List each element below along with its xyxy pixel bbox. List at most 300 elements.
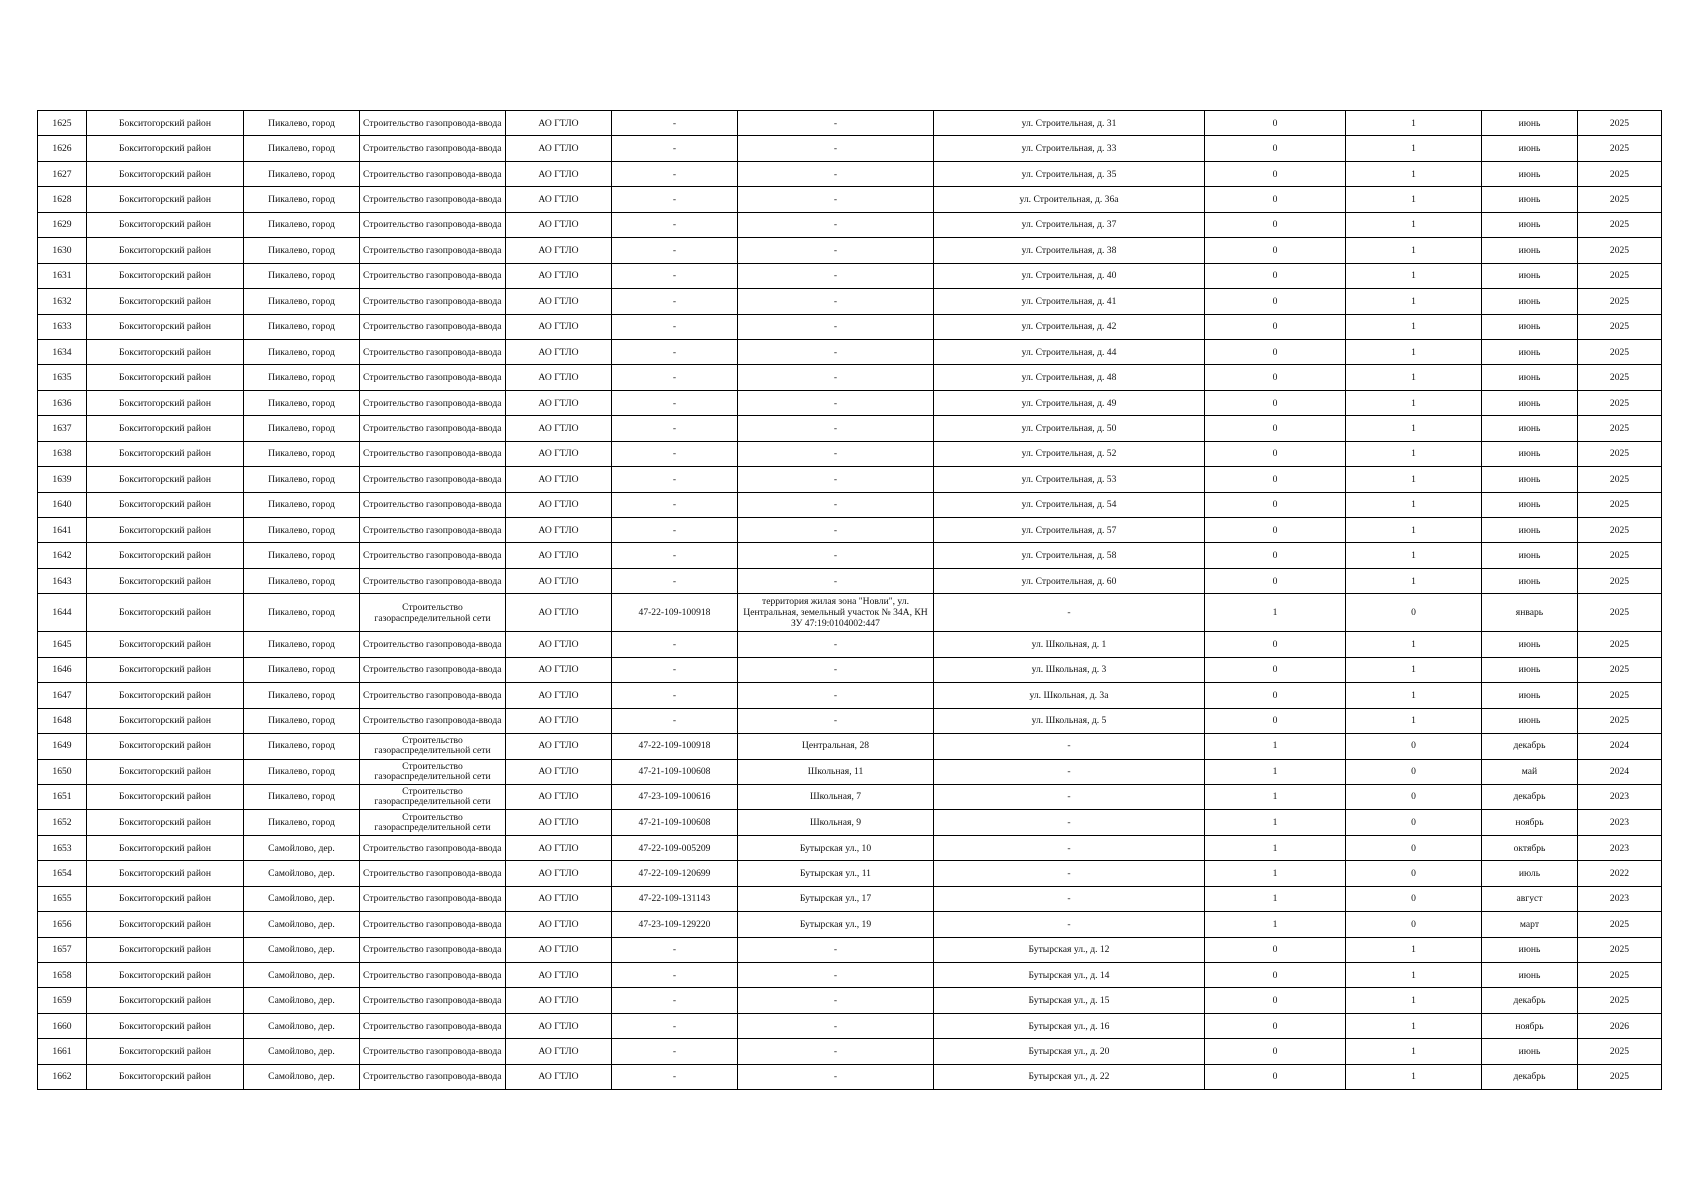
network-count-cell: 0 xyxy=(1205,543,1346,568)
month-cell: май xyxy=(1482,759,1578,784)
row-number-cell: 1654 xyxy=(38,861,87,886)
network-count-cell: 0 xyxy=(1205,289,1346,314)
inlet-count-cell: 1 xyxy=(1346,238,1482,263)
network-count-cell: 0 xyxy=(1205,187,1346,212)
locality-cell: Самойлово, дер. xyxy=(244,1013,360,1038)
month-cell: июнь xyxy=(1482,543,1578,568)
district-cell: Бокситогорский район xyxy=(87,390,244,415)
organization-cell: АО ГТЛО xyxy=(506,568,612,593)
work-type-cell: Строительство газопровода-ввода xyxy=(360,467,506,492)
application-number-cell: - xyxy=(612,708,738,733)
network-count-cell: 0 xyxy=(1205,467,1346,492)
table-row xyxy=(38,518,1662,543)
house-address-cell: ул. Строительная, д. 53 xyxy=(934,467,1205,492)
inlet-count-cell: 0 xyxy=(1346,784,1482,809)
district-cell: Бокситогорский район xyxy=(87,161,244,186)
month-cell: июнь xyxy=(1482,963,1578,988)
application-number-cell: - xyxy=(612,441,738,466)
object-address-cell: - xyxy=(738,390,934,415)
year-cell: 2023 xyxy=(1578,784,1662,809)
object-address-cell: - xyxy=(738,467,934,492)
year-cell: 2025 xyxy=(1578,683,1662,708)
row-number-cell: 1639 xyxy=(38,467,87,492)
table-row xyxy=(38,632,1662,657)
district-cell: Бокситогорский район xyxy=(87,759,244,784)
application-number-cell: - xyxy=(612,390,738,415)
application-number-cell: 47-22-109-100918 xyxy=(612,734,738,759)
organization-cell: АО ГТЛО xyxy=(506,339,612,364)
house-address-cell: ул. Школьная, д. 1 xyxy=(934,632,1205,657)
object-address-cell: Центральная, 28 xyxy=(738,734,934,759)
organization-cell: АО ГТЛО xyxy=(506,238,612,263)
row-number-cell: 1629 xyxy=(38,212,87,237)
work-type-cell: Строительство газопровода-ввода xyxy=(360,886,506,911)
house-address-cell: ул. Строительная, д. 50 xyxy=(934,416,1205,441)
table-row xyxy=(38,912,1662,937)
month-cell: июнь xyxy=(1482,263,1578,288)
table-row xyxy=(38,594,1662,632)
year-cell: 2025 xyxy=(1578,136,1662,161)
organization-cell: АО ГТЛО xyxy=(506,390,612,415)
object-address-cell: - xyxy=(738,492,934,517)
house-address-cell: ул. Школьная, д. 3а xyxy=(934,683,1205,708)
network-count-cell: 0 xyxy=(1205,492,1346,517)
organization-cell: АО ГТЛО xyxy=(506,734,612,759)
object-address-cell: - xyxy=(738,988,934,1013)
object-address-cell: - xyxy=(738,1064,934,1089)
inlet-count-cell: 1 xyxy=(1346,963,1482,988)
organization-cell: АО ГТЛО xyxy=(506,912,612,937)
organization-cell: АО ГТЛО xyxy=(506,492,612,517)
table-row xyxy=(38,988,1662,1013)
network-count-cell: 0 xyxy=(1205,937,1346,962)
row-number-cell: 1632 xyxy=(38,289,87,314)
house-address-cell: Бутырская ул., д. 12 xyxy=(934,937,1205,962)
house-address-cell: - xyxy=(934,810,1205,835)
district-cell: Бокситогорский район xyxy=(87,441,244,466)
table-row xyxy=(38,187,1662,212)
row-number-cell: 1660 xyxy=(38,1013,87,1038)
district-cell: Бокситогорский район xyxy=(87,886,244,911)
district-cell: Бокситогорский район xyxy=(87,632,244,657)
year-cell: 2025 xyxy=(1578,416,1662,441)
month-cell: июнь xyxy=(1482,289,1578,314)
object-address-cell: - xyxy=(738,1013,934,1038)
district-cell: Бокситогорский район xyxy=(87,734,244,759)
month-cell: июнь xyxy=(1482,416,1578,441)
row-number-cell: 1637 xyxy=(38,416,87,441)
table-row xyxy=(38,111,1662,136)
inlet-count-cell: 1 xyxy=(1346,708,1482,733)
row-number-cell: 1652 xyxy=(38,810,87,835)
work-type-cell: Строительство газопровода-ввода xyxy=(360,937,506,962)
object-address-cell: - xyxy=(738,136,934,161)
row-number-cell: 1631 xyxy=(38,263,87,288)
district-cell: Бокситогорский район xyxy=(87,988,244,1013)
network-count-cell: 0 xyxy=(1205,111,1346,136)
house-address-cell: - xyxy=(934,886,1205,911)
locality-cell: Пикалево, город xyxy=(244,568,360,593)
organization-cell: АО ГТЛО xyxy=(506,212,612,237)
object-address-cell: - xyxy=(738,187,934,212)
locality-cell: Самойлово, дер. xyxy=(244,861,360,886)
inlet-count-cell: 1 xyxy=(1346,212,1482,237)
table-row xyxy=(38,683,1662,708)
house-address-cell: ул. Строительная, д. 41 xyxy=(934,289,1205,314)
work-type-cell: Строительство газопровода-ввода xyxy=(360,861,506,886)
object-address-cell: территория жилая зона "Новли", ул. Центральная, земельный участок № 34А, КН ЗУ 47:19:0104002:447 xyxy=(738,594,934,632)
object-address-cell: - xyxy=(738,543,934,568)
table-row xyxy=(38,416,1662,441)
application-number-cell: - xyxy=(612,339,738,364)
house-address-cell: ул. Строительная, д. 52 xyxy=(934,441,1205,466)
work-type-cell: Строительство газопровода-ввода xyxy=(360,1039,506,1064)
network-count-cell: 1 xyxy=(1205,759,1346,784)
application-number-cell: - xyxy=(612,632,738,657)
organization-cell: АО ГТЛО xyxy=(506,657,612,682)
month-cell: июнь xyxy=(1482,365,1578,390)
district-cell: Бокситогорский район xyxy=(87,416,244,441)
organization-cell: АО ГТЛО xyxy=(506,886,612,911)
row-number-cell: 1658 xyxy=(38,963,87,988)
locality-cell: Пикалево, город xyxy=(244,390,360,415)
inlet-count-cell: 1 xyxy=(1346,441,1482,466)
object-address-cell: - xyxy=(738,289,934,314)
district-cell: Бокситогорский район xyxy=(87,365,244,390)
work-type-cell: Строительство газопровода-ввода xyxy=(360,187,506,212)
year-cell: 2025 xyxy=(1578,187,1662,212)
object-address-cell: - xyxy=(738,263,934,288)
house-address-cell: ул. Строительная, д. 60 xyxy=(934,568,1205,593)
inlet-count-cell: 0 xyxy=(1346,594,1482,632)
locality-cell: Самойлово, дер. xyxy=(244,886,360,911)
work-type-cell: Строительство газопровода-ввода xyxy=(360,212,506,237)
house-address-cell: ул. Строительная, д. 38 xyxy=(934,238,1205,263)
application-number-cell: - xyxy=(612,543,738,568)
locality-cell: Самойлово, дер. xyxy=(244,912,360,937)
table-row xyxy=(38,161,1662,186)
house-address-cell: ул. Строительная, д. 35 xyxy=(934,161,1205,186)
object-address-cell: - xyxy=(738,1039,934,1064)
month-cell: июнь xyxy=(1482,111,1578,136)
locality-cell: Пикалево, город xyxy=(244,467,360,492)
network-count-cell: 1 xyxy=(1205,861,1346,886)
inlet-count-cell: 1 xyxy=(1346,683,1482,708)
district-cell: Бокситогорский район xyxy=(87,683,244,708)
locality-cell: Пикалево, город xyxy=(244,238,360,263)
district-cell: Бокситогорский район xyxy=(87,339,244,364)
object-address-cell: - xyxy=(738,657,934,682)
month-cell: июнь xyxy=(1482,937,1578,962)
application-number-cell: - xyxy=(612,416,738,441)
application-number-cell: - xyxy=(612,492,738,517)
locality-cell: Пикалево, город xyxy=(244,187,360,212)
row-number-cell: 1647 xyxy=(38,683,87,708)
network-count-cell: 0 xyxy=(1205,708,1346,733)
object-address-cell: - xyxy=(738,238,934,263)
work-type-cell: Строительство газопровода-ввода xyxy=(360,492,506,517)
inlet-count-cell: 1 xyxy=(1346,187,1482,212)
month-cell: июнь xyxy=(1482,657,1578,682)
locality-cell: Пикалево, город xyxy=(244,734,360,759)
year-cell: 2024 xyxy=(1578,734,1662,759)
organization-cell: АО ГТЛО xyxy=(506,632,612,657)
row-number-cell: 1661 xyxy=(38,1039,87,1064)
row-number-cell: 1641 xyxy=(38,518,87,543)
locality-cell: Пикалево, город xyxy=(244,632,360,657)
organization-cell: АО ГТЛО xyxy=(506,263,612,288)
organization-cell: АО ГТЛО xyxy=(506,365,612,390)
table-row xyxy=(38,263,1662,288)
district-cell: Бокситогорский район xyxy=(87,314,244,339)
house-address-cell: ул. Строительная, д. 49 xyxy=(934,390,1205,415)
organization-cell: АО ГТЛО xyxy=(506,835,612,860)
table-row xyxy=(38,136,1662,161)
application-number-cell: - xyxy=(612,1064,738,1089)
house-address-cell: - xyxy=(934,759,1205,784)
network-count-cell: 0 xyxy=(1205,963,1346,988)
work-type-cell: Строительство газопровода-ввода xyxy=(360,568,506,593)
network-count-cell: 0 xyxy=(1205,238,1346,263)
table-row xyxy=(38,314,1662,339)
year-cell: 2025 xyxy=(1578,263,1662,288)
row-number-cell: 1634 xyxy=(38,339,87,364)
network-count-cell: 0 xyxy=(1205,988,1346,1013)
year-cell: 2025 xyxy=(1578,111,1662,136)
work-type-cell: Строительство газораспределительной сети xyxy=(360,734,506,759)
work-type-cell: Строительство газопровода-ввода xyxy=(360,314,506,339)
object-address-cell: Школьная, 11 xyxy=(738,759,934,784)
network-count-cell: 0 xyxy=(1205,416,1346,441)
locality-cell: Пикалево, город xyxy=(244,161,360,186)
house-address-cell: ул. Школьная, д. 5 xyxy=(934,708,1205,733)
row-number-cell: 1625 xyxy=(38,111,87,136)
row-number-cell: 1662 xyxy=(38,1064,87,1089)
network-count-cell: 0 xyxy=(1205,339,1346,364)
organization-cell: АО ГТЛО xyxy=(506,518,612,543)
year-cell: 2025 xyxy=(1578,441,1662,466)
month-cell: июнь xyxy=(1482,187,1578,212)
organization-cell: АО ГТЛО xyxy=(506,708,612,733)
work-type-cell: Строительство газопровода-ввода xyxy=(360,161,506,186)
application-number-cell: - xyxy=(612,314,738,339)
application-number-cell: 47-22-109-100918 xyxy=(612,594,738,632)
application-number-cell: 47-21-109-100608 xyxy=(612,759,738,784)
organization-cell: АО ГТЛО xyxy=(506,441,612,466)
work-type-cell: Строительство газопровода-ввода xyxy=(360,390,506,415)
object-address-cell: Школьная, 9 xyxy=(738,810,934,835)
inlet-count-cell: 1 xyxy=(1346,111,1482,136)
work-type-cell: Строительство газопровода-ввода xyxy=(360,441,506,466)
network-count-cell: 0 xyxy=(1205,1064,1346,1089)
inlet-count-cell: 0 xyxy=(1346,759,1482,784)
inlet-count-cell: 1 xyxy=(1346,518,1482,543)
work-type-cell: Строительство газопровода-ввода xyxy=(360,912,506,937)
work-type-cell: Строительство газораспределительной сети xyxy=(360,810,506,835)
organization-cell: АО ГТЛО xyxy=(506,111,612,136)
house-address-cell: ул. Школьная, д. 3 xyxy=(934,657,1205,682)
locality-cell: Пикалево, город xyxy=(244,784,360,809)
inlet-count-cell: 1 xyxy=(1346,657,1482,682)
locality-cell: Пикалево, город xyxy=(244,289,360,314)
district-cell: Бокситогорский район xyxy=(87,810,244,835)
district-cell: Бокситогорский район xyxy=(87,518,244,543)
work-type-cell: Строительство газопровода-ввода xyxy=(360,683,506,708)
table-row xyxy=(38,886,1662,911)
house-address-cell: Бутырская ул., д. 15 xyxy=(934,988,1205,1013)
district-cell: Бокситогорский район xyxy=(87,263,244,288)
year-cell: 2025 xyxy=(1578,543,1662,568)
year-cell: 2025 xyxy=(1578,339,1662,364)
table-row xyxy=(38,238,1662,263)
district-cell: Бокситогорский район xyxy=(87,212,244,237)
table-body xyxy=(38,111,1662,1090)
row-number-cell: 1656 xyxy=(38,912,87,937)
application-number-cell: - xyxy=(612,518,738,543)
table-row xyxy=(38,937,1662,962)
organization-cell: АО ГТЛО xyxy=(506,161,612,186)
application-number-cell: - xyxy=(612,365,738,390)
district-cell: Бокситогорский район xyxy=(87,289,244,314)
district-cell: Бокситогорский район xyxy=(87,937,244,962)
month-cell: декабрь xyxy=(1482,784,1578,809)
district-cell: Бокситогорский район xyxy=(87,861,244,886)
work-type-cell: Строительство газопровода-ввода xyxy=(360,543,506,568)
organization-cell: АО ГТЛО xyxy=(506,683,612,708)
inlet-count-cell: 1 xyxy=(1346,314,1482,339)
table-row xyxy=(38,810,1662,835)
house-address-cell: Бутырская ул., д. 16 xyxy=(934,1013,1205,1038)
district-cell: Бокситогорский район xyxy=(87,492,244,517)
inlet-count-cell: 1 xyxy=(1346,467,1482,492)
year-cell: 2025 xyxy=(1578,963,1662,988)
district-cell: Бокситогорский район xyxy=(87,963,244,988)
table-row xyxy=(38,568,1662,593)
district-cell: Бокситогорский район xyxy=(87,136,244,161)
month-cell: июнь xyxy=(1482,314,1578,339)
table-row xyxy=(38,734,1662,759)
row-number-cell: 1630 xyxy=(38,238,87,263)
work-type-cell: Строительство газопровода-ввода xyxy=(360,416,506,441)
network-count-cell: 0 xyxy=(1205,568,1346,593)
locality-cell: Самойлово, дер. xyxy=(244,963,360,988)
locality-cell: Пикалево, город xyxy=(244,683,360,708)
table-row xyxy=(38,1039,1662,1064)
object-address-cell: - xyxy=(738,708,934,733)
district-cell: Бокситогорский район xyxy=(87,111,244,136)
year-cell: 2026 xyxy=(1578,1013,1662,1038)
locality-cell: Самойлово, дер. xyxy=(244,937,360,962)
district-cell: Бокситогорский район xyxy=(87,568,244,593)
application-number-cell: - xyxy=(612,187,738,212)
month-cell: июнь xyxy=(1482,390,1578,415)
table-row xyxy=(38,1013,1662,1038)
month-cell: ноябрь xyxy=(1482,1013,1578,1038)
year-cell: 2025 xyxy=(1578,1064,1662,1089)
network-count-cell: 0 xyxy=(1205,518,1346,543)
year-cell: 2025 xyxy=(1578,161,1662,186)
application-number-cell: 47-22-109-131143 xyxy=(612,886,738,911)
table-row xyxy=(38,708,1662,733)
object-address-cell: Школьная, 7 xyxy=(738,784,934,809)
network-count-cell: 1 xyxy=(1205,784,1346,809)
network-count-cell: 1 xyxy=(1205,835,1346,860)
work-type-cell: Строительство газопровода-ввода xyxy=(360,1013,506,1038)
year-cell: 2025 xyxy=(1578,594,1662,632)
inlet-count-cell: 1 xyxy=(1346,1064,1482,1089)
year-cell: 2023 xyxy=(1578,886,1662,911)
district-cell: Бокситогорский район xyxy=(87,594,244,632)
house-address-cell: - xyxy=(934,835,1205,860)
table-row xyxy=(38,861,1662,886)
object-address-cell: - xyxy=(738,365,934,390)
network-count-cell: 0 xyxy=(1205,161,1346,186)
month-cell: ноябрь xyxy=(1482,810,1578,835)
locality-cell: Пикалево, город xyxy=(244,111,360,136)
district-cell: Бокситогорский район xyxy=(87,784,244,809)
locality-cell: Пикалево, город xyxy=(244,136,360,161)
district-cell: Бокситогорский район xyxy=(87,1064,244,1089)
network-count-cell: 0 xyxy=(1205,390,1346,415)
month-cell: декабрь xyxy=(1482,734,1578,759)
object-address-cell: - xyxy=(738,416,934,441)
organization-cell: АО ГТЛО xyxy=(506,136,612,161)
application-number-cell: 47-21-109-100608 xyxy=(612,810,738,835)
work-type-cell: Строительство газопровода-ввода xyxy=(360,289,506,314)
year-cell: 2025 xyxy=(1578,289,1662,314)
application-number-cell: - xyxy=(612,1039,738,1064)
year-cell: 2025 xyxy=(1578,568,1662,593)
row-number-cell: 1626 xyxy=(38,136,87,161)
year-cell: 2025 xyxy=(1578,632,1662,657)
locality-cell: Пикалево, город xyxy=(244,441,360,466)
inlet-count-cell: 0 xyxy=(1346,734,1482,759)
gasification-schedule-table xyxy=(37,110,1662,1090)
application-number-cell: - xyxy=(612,467,738,492)
year-cell: 2025 xyxy=(1578,708,1662,733)
application-number-cell: 47-22-109-120699 xyxy=(612,861,738,886)
network-count-cell: 0 xyxy=(1205,657,1346,682)
inlet-count-cell: 1 xyxy=(1346,1013,1482,1038)
table-row xyxy=(38,963,1662,988)
month-cell: июнь xyxy=(1482,492,1578,517)
row-number-cell: 1645 xyxy=(38,632,87,657)
locality-cell: Пикалево, город xyxy=(244,339,360,364)
table-row xyxy=(38,543,1662,568)
month-cell: август xyxy=(1482,886,1578,911)
row-number-cell: 1636 xyxy=(38,390,87,415)
month-cell: март xyxy=(1482,912,1578,937)
month-cell: июнь xyxy=(1482,518,1578,543)
row-number-cell: 1649 xyxy=(38,734,87,759)
locality-cell: Самойлово, дер. xyxy=(244,988,360,1013)
organization-cell: АО ГТЛО xyxy=(506,467,612,492)
object-address-cell: Бутырская ул., 10 xyxy=(738,835,934,860)
district-cell: Бокситогорский район xyxy=(87,1039,244,1064)
row-number-cell: 1646 xyxy=(38,657,87,682)
inlet-count-cell: 1 xyxy=(1346,289,1482,314)
district-cell: Бокситогорский район xyxy=(87,1013,244,1038)
year-cell: 2025 xyxy=(1578,492,1662,517)
locality-cell: Пикалево, город xyxy=(244,543,360,568)
object-address-cell: - xyxy=(738,441,934,466)
row-number-cell: 1628 xyxy=(38,187,87,212)
object-address-cell: - xyxy=(738,937,934,962)
organization-cell: АО ГТЛО xyxy=(506,1013,612,1038)
inlet-count-cell: 0 xyxy=(1346,810,1482,835)
work-type-cell: Строительство газопровода-ввода xyxy=(360,835,506,860)
work-type-cell: Строительство газопровода-ввода xyxy=(360,111,506,136)
